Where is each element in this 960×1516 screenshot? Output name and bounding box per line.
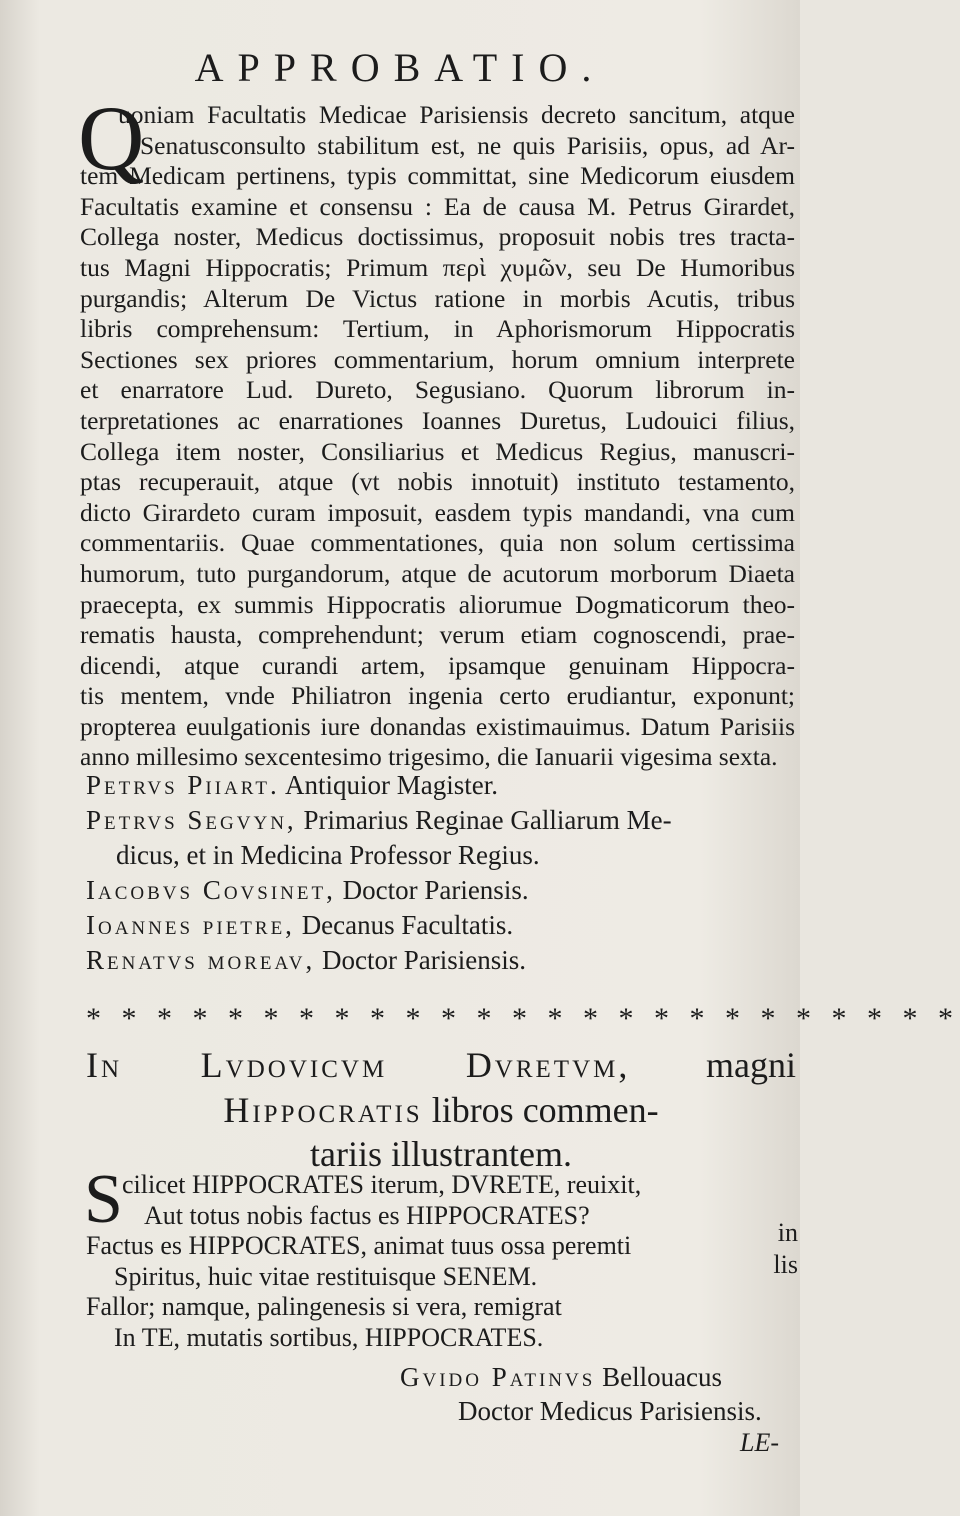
signature-line bbox=[86, 768, 796, 803]
page-title: APPROBATIO. bbox=[194, 45, 606, 90]
author-name-line bbox=[400, 1360, 795, 1394]
signatory-title: Doctor Pariensis. bbox=[342, 875, 529, 905]
signatory-title: Decanus Facultatis. bbox=[301, 910, 514, 940]
text-line: Collega noster, Medicus doctissimus, proposuit nobis tres tracta- bbox=[80, 222, 795, 252]
text-line: tus Magni Hippocratis; Primum περὶ χυμῶν, seu De Humoribus bbox=[80, 252, 795, 282]
text-line: tem Medicam pertinens, typis committat, sine Medicorum eiusdem bbox=[80, 161, 795, 191]
verse-line: Fallor; namque, palingenesis si vera, remigrat bbox=[86, 1292, 562, 1321]
verse-line: In TE, mutatis sortibus, HIPPOCRATES. bbox=[114, 1322, 544, 1352]
text-line: praecepta, ex summis Hippocratis aliorumue Dogmaticorum theo- bbox=[80, 589, 795, 619]
text-line: Senatusconsulto stabilitum est, ne quis Parisiis, opus, ad Ar- bbox=[140, 130, 795, 160]
text-line: dicto Girardeto curam imposuit, easdem typis mandandi, vna cum bbox=[80, 497, 795, 527]
text-line: Facultatis examine et consensu : Ea de causa M. Petrus Girardet, bbox=[80, 191, 795, 221]
approbatio-text bbox=[78, 87, 795, 773]
text-line: Sectiones sex priores commentarium, horum omnium interprete bbox=[80, 344, 795, 374]
signature-line bbox=[86, 873, 796, 908]
text-line: Collega item noster, Consiliarius et Medicus Regius, manuscri- bbox=[80, 436, 795, 466]
poem-verses bbox=[84, 1161, 796, 1353]
signatory-title: Primarius Reginae Galliarum Me- bbox=[303, 805, 672, 835]
poem-title-word: magni bbox=[706, 1045, 796, 1085]
signatory-name: Renatvs moreav, bbox=[86, 945, 316, 975]
text-line: anno millesimo sexcentesimo trigesimo, die Ianuarii vigesima sexta. bbox=[80, 742, 778, 772]
poem-title-name: Hippocratis bbox=[223, 1090, 423, 1130]
author-name: Gvido Patinvs bbox=[400, 1362, 596, 1392]
signature-line bbox=[86, 908, 796, 943]
poem-title-line bbox=[86, 1088, 796, 1132]
ornamental-divider: * * * * * * * * * * * * * * * * * * * * * * * * * bbox=[86, 1002, 960, 1035]
poem-author bbox=[400, 1360, 795, 1428]
text-line: rematis hausta, comprehendunt; verum etiam cognoscendi, prae- bbox=[80, 620, 795, 650]
text-line: purgandis; Alterum De Victus ratione in morbis Acutis, tribus bbox=[80, 283, 795, 313]
signatory-name: Ioannes pietre, bbox=[86, 910, 295, 940]
verse-line: Spiritus, huic vitae restituisque SENEM. bbox=[114, 1261, 538, 1291]
text-line: libris comprehensum: Tertium, in Aphorismorum Hippocratis bbox=[80, 314, 795, 344]
signatory-name: Petrvs Segvyn, bbox=[86, 805, 297, 835]
drop-capital: Q bbox=[78, 87, 145, 189]
signatory-name: Petrvs Piiart. bbox=[86, 770, 280, 800]
text-line: ptas recuperauit, atque (vt nobis innotuit) instituto testamento, bbox=[80, 467, 795, 497]
catchword: LE- bbox=[740, 1428, 779, 1457]
signature-line bbox=[116, 838, 796, 873]
author-title: Doctor Medicus Parisiensis. bbox=[458, 1396, 762, 1426]
poem-title-name: In Lvdovicvm Dvretvm, bbox=[86, 1045, 631, 1085]
signatory-title: dicus, et in Medicina Professor Regius. bbox=[116, 840, 540, 870]
signature-line bbox=[86, 943, 796, 978]
text-line: tis mentem, vnde Philiatron ingenia certo erudiantur, exponunt; bbox=[80, 681, 795, 711]
poem-title bbox=[86, 1042, 796, 1176]
verse-line: Factus es HIPPOCRATES, animat tuus ossa peremti bbox=[86, 1231, 632, 1260]
signatory-title: Doctor Parisiensis. bbox=[321, 945, 526, 975]
margin-fragment: lis bbox=[773, 1250, 798, 1279]
poem-drop-capital: S bbox=[84, 1161, 123, 1238]
signatures bbox=[86, 768, 796, 978]
signatory-name: Iacobvs Covsinet, bbox=[86, 875, 336, 905]
text-line: et enarratore Lud. Dureto, Segusiano. Quorum librorum in- bbox=[80, 375, 795, 405]
signatory-title: Antiquior Magister. bbox=[284, 770, 498, 800]
margin-fragment: in bbox=[777, 1218, 798, 1247]
text-line: uoniam Facultatis Medicae Parisiensis decreto sancitum, atque bbox=[118, 100, 795, 129]
poem-title-line bbox=[86, 1042, 796, 1088]
poem-title-line: tariis illustrantem. bbox=[310, 1134, 572, 1174]
poem-title-word: libros commen- bbox=[431, 1090, 659, 1130]
text-line: commentariis. Quae commentationes, quia non solum certissima bbox=[80, 528, 795, 558]
author-place: Bellouacus bbox=[602, 1362, 723, 1392]
text-line: dicendi, atque curandi artem, ipsamque genuinam Hippocra- bbox=[80, 650, 795, 680]
text-line: terpretationes ac enarrationes Ioannes Duretus, Ludouici filius, bbox=[80, 405, 795, 435]
text-line: propterea euulgationis iure donandas existimauimus. Datum Parisiis bbox=[80, 711, 795, 741]
signature-line bbox=[86, 803, 796, 838]
verse-line: Aut totus nobis factus es HIPPOCRATES? bbox=[144, 1200, 590, 1230]
text-line: humorum, tuto purgandorum, atque de acutorum morborum Diaeta bbox=[80, 558, 795, 588]
verse-line: cilicet HIPPOCRATES iterum, DVRETE, reuixit, bbox=[122, 1170, 642, 1199]
